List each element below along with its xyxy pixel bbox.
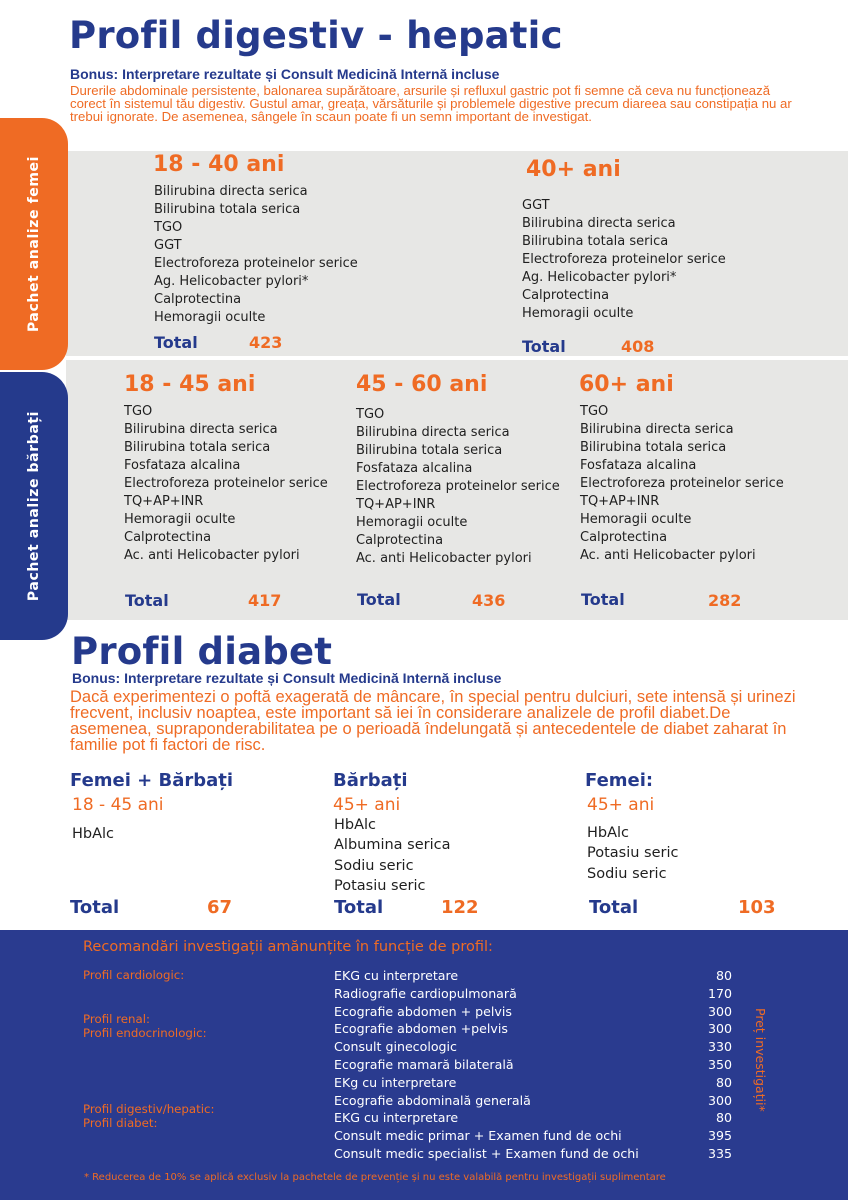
investigation-name: Consult medic primar + Examen fund de ochi — [334, 1128, 622, 1144]
women-package-tab-label: Pachet analize femei — [26, 155, 43, 333]
list-item: Fosfataza alcalina — [580, 458, 697, 473]
recommendations-list — [334, 968, 732, 1164]
list-item: HbAlc — [72, 826, 115, 842]
list-item: Albumina serica — [334, 837, 451, 854]
investigation-price: 300 — [707, 1003, 732, 1019]
profile-label: Profil renal: — [83, 1012, 150, 1026]
list-item: HbAlc — [587, 825, 630, 841]
list-item: GGT — [154, 238, 182, 253]
diabetes-test-list — [587, 823, 679, 884]
investigation-price: 330 — [707, 1039, 732, 1055]
men-test-list — [124, 403, 328, 565]
total-label: Total — [581, 590, 625, 609]
profile-group — [83, 968, 184, 982]
investigation-name: EKG cu interpretare — [334, 1110, 459, 1126]
list-item: Electroforeza proteinelor serice — [124, 476, 328, 491]
investigation-price: 350 — [707, 1056, 732, 1072]
list-item: Bilirubina directa serica — [154, 184, 308, 199]
list-item: Bilirubina directa serica — [356, 425, 510, 440]
investigation-name: Ecografie abdominală generală — [334, 1092, 531, 1108]
recommendation-row — [334, 1004, 732, 1022]
diabetes-title: Profil diabet — [71, 630, 333, 673]
total-label: Total — [125, 591, 169, 610]
list-item: Calprotectina — [124, 530, 212, 545]
investigation-name: Ecografie abdomen + pelvis — [334, 1003, 512, 1019]
list-item: Sodiu seric — [587, 865, 667, 882]
list-item: Fosfataza alcalina — [356, 461, 473, 476]
total-label: Total — [589, 897, 639, 918]
investigation-name: Ecografie mamară bilaterală — [334, 1056, 514, 1072]
digestive-bonus: Bonus: Interpretare rezultate și Consult Medicină Internă incluse — [70, 66, 500, 82]
recommendation-row — [334, 1110, 732, 1128]
recommendation-row — [334, 1128, 732, 1146]
price-side-label: Preț investigații* — [753, 1008, 768, 1112]
list-item: Bilirubina totala serica — [580, 440, 727, 455]
list-item: Potasiu seric — [587, 845, 679, 862]
men-age-group: 18 - 45 ani — [124, 372, 256, 397]
list-item: TQ+AP+INR — [124, 494, 204, 509]
investigation-name: EKg cu interpretare — [334, 1074, 457, 1090]
digestive-title: Profil digestiv - hepatic — [69, 14, 563, 57]
list-item: TGO — [154, 220, 183, 235]
men-age-group: 45 - 60 ani — [356, 372, 488, 397]
list-item: Hemoragii oculte — [580, 512, 692, 527]
list-item: TGO — [580, 404, 609, 419]
women-package-tab — [0, 118, 68, 370]
total-label: Total — [70, 897, 120, 918]
women-age-group: 18 - 40 ani — [153, 152, 285, 177]
list-item: Ac. anti Helicobacter pylori — [124, 548, 300, 563]
list-item: Hemoragii oculte — [522, 306, 634, 321]
list-item: Bilirubina directa serica — [522, 216, 676, 231]
list-item: Potasiu seric — [334, 877, 426, 894]
women-age-group: 40+ ani — [526, 157, 621, 182]
list-item: Electroforeza proteinelor serice — [580, 476, 784, 491]
diabetes-age-group: 45+ ani — [333, 795, 401, 815]
list-item: Bilirubina totala serica — [522, 234, 669, 249]
list-item: Bilirubina totala serica — [124, 440, 271, 455]
diabetes-bonus: Bonus: Interpretare rezultate și Consult Medicină Internă incluse — [72, 670, 502, 686]
total-value: 122 — [441, 897, 479, 918]
list-item: Electroforeza proteinelor serice — [154, 256, 358, 271]
total-label: Total — [334, 897, 384, 918]
list-item: Calprotectina — [356, 533, 444, 548]
profile-label: Profil digestiv/hepatic: — [83, 1102, 215, 1116]
list-item: Ac. anti Helicobacter pylori — [356, 551, 532, 566]
list-item: Ag. Helicobacter pylori* — [522, 270, 677, 285]
recommendation-row — [334, 968, 732, 986]
investigation-price: 300 — [707, 1092, 732, 1108]
investigation-name: Consult medic specialist + Examen fund de ochi — [334, 1145, 639, 1161]
list-item: Bilirubina totala serica — [356, 443, 503, 458]
men-test-list — [580, 403, 784, 565]
women-test-list — [522, 197, 726, 323]
list-item: Hemoragii oculte — [356, 515, 468, 530]
profile-label: Profil cardiologic: — [83, 968, 185, 982]
list-item: Bilirubina directa serica — [124, 422, 278, 437]
footnote: * Reducerea de 10% se aplică exclusiv la pachetele de prevenție și nu este valabilă pentru investigații suplimentare — [84, 1172, 666, 1183]
list-item: TGO — [124, 404, 153, 419]
total-value: 417 — [248, 591, 282, 610]
men-package-tab-label: Pachet analize bărbați — [26, 410, 43, 602]
recommendation-row — [334, 1039, 732, 1057]
list-item: Fosfataza alcalina — [124, 458, 241, 473]
total-label: Total — [522, 337, 566, 356]
list-item: Bilirubina totala serica — [154, 202, 301, 217]
investigation-price: 80 — [715, 1074, 732, 1090]
diabetes-group-heading: Femei: — [585, 770, 654, 791]
recommendation-row — [334, 1075, 732, 1093]
men-test-list — [356, 406, 560, 568]
investigation-price: 395 — [707, 1128, 732, 1144]
total-label: Total — [357, 590, 401, 609]
total-value: 436 — [472, 591, 506, 610]
profile-group — [83, 1102, 215, 1130]
investigation-name: Consult ginecologic — [334, 1039, 457, 1055]
profile-label: Profil endocrinologic: — [83, 1026, 207, 1040]
diabetes-group-heading: Femei + Bărbați — [70, 770, 234, 791]
total-value: 67 — [207, 897, 233, 918]
profile-label: Profil diabet: — [83, 1116, 158, 1130]
list-item: Electroforeza proteinelor serice — [356, 479, 560, 494]
men-age-group: 60+ ani — [579, 372, 674, 397]
list-item: HbAlc — [334, 817, 377, 833]
list-item: Calprotectina — [522, 288, 610, 303]
list-item: Hemoragii oculte — [124, 512, 236, 527]
list-item: Hemoragii oculte — [154, 310, 266, 325]
investigation-price: 335 — [707, 1145, 732, 1161]
investigation-price: 300 — [707, 1021, 732, 1037]
recommendation-row — [334, 986, 732, 1004]
list-item: Electroforeza proteinelor serice — [522, 252, 726, 267]
diabetes-intro: Dacă experimentezi o poftă exagerată de mâncare, în special pentru dulciuri, sete intensă și urinezi frecvent, inclusiv noaptea, este important să iei în considerare analizele de profil diabet.De asemenea, supraponderabilitatea pe o perioadă îndelungată și antecedentele de diabet zaharat în familie pot fi factori de risc. — [70, 688, 796, 754]
women-test-list — [154, 183, 358, 327]
diabetes-age-group: 45+ ani — [587, 795, 655, 815]
list-item: Calprotectina — [580, 530, 668, 545]
investigation-name: Radiografie cardiopulmonară — [334, 985, 517, 1001]
total-label: Total — [154, 333, 198, 352]
list-item: GGT — [522, 198, 550, 213]
diabetes-test-list — [72, 824, 114, 844]
total-value: 103 — [738, 897, 776, 918]
investigation-name: EKG cu interpretare — [334, 968, 459, 983]
list-item: Bilirubina directa serica — [580, 422, 734, 437]
recommendation-row — [334, 1093, 732, 1111]
investigation-price: 80 — [715, 968, 732, 983]
recommendation-row — [334, 1021, 732, 1039]
investigation-price: 170 — [707, 985, 732, 1001]
list-item: Calprotectina — [154, 292, 242, 307]
diabetes-group-heading: Bărbați — [333, 770, 408, 791]
list-item: Ac. anti Helicobacter pylori — [580, 548, 756, 563]
list-item: TQ+AP+INR — [356, 497, 436, 512]
men-package-tab — [0, 372, 68, 640]
total-value: 282 — [708, 591, 742, 610]
recommendations-title: Recomandări investigații amănunțite în funcție de profil: — [83, 939, 493, 955]
digestive-intro: Durerile abdominale persistente, balonarea supărătoare, arsurile și refluxul gastric pot fi semne că ceva nu funcționează corect în sistemul tău digestiv. Gustul amar, greața, vărsăturile și problemele digestive precum diareea sau constipația nu ar trebui ignorate. De asemenea, sângele în scaun poate fi un semn important de investigat. — [70, 83, 792, 124]
list-item: Ag. Helicobacter pylori* — [154, 274, 309, 289]
diabetes-test-list — [334, 815, 451, 896]
total-value: 408 — [621, 337, 655, 356]
list-item: TGO — [356, 407, 385, 422]
investigation-price: 80 — [715, 1110, 732, 1126]
profile-group — [83, 1012, 207, 1040]
list-item: TQ+AP+INR — [580, 494, 660, 509]
recommendation-row — [334, 1146, 732, 1164]
recommendation-row — [334, 1057, 732, 1075]
diabetes-age-group: 18 - 45 ani — [72, 795, 164, 815]
total-value: 423 — [249, 333, 283, 352]
investigation-name: Ecografie abdomen +pelvis — [334, 1021, 508, 1037]
list-item: Sodiu seric — [334, 857, 414, 874]
